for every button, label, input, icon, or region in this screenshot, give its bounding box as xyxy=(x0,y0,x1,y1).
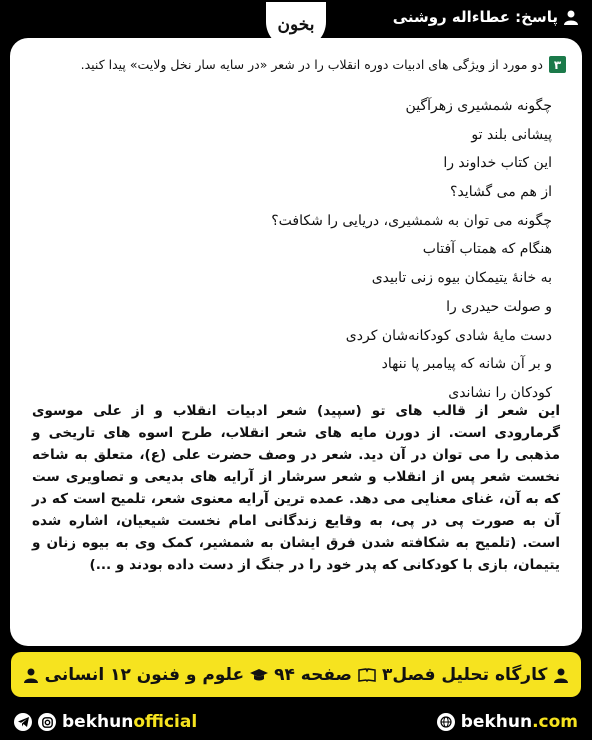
question xyxy=(26,56,566,73)
author-label xyxy=(393,8,578,26)
lesson-banner xyxy=(11,652,581,697)
poem-line: این کتاب خداوند را xyxy=(443,155,552,172)
student-icon xyxy=(23,667,39,683)
student-icon xyxy=(553,667,569,683)
handle-suffix: official xyxy=(133,712,198,732)
poem-line: کودکان را نشاندی xyxy=(448,384,552,401)
question-text: دو مورد از ویژگی های ادبیات دوره انقلاب را در شعر «در سایه سار نخل ولایت» پیدا کنید. xyxy=(80,57,543,72)
graduation-cap-icon xyxy=(250,668,268,682)
site-suffix: .com xyxy=(532,712,578,732)
poem-line: چگونه می توان به شمشیری، دریایی را شکافت؟ xyxy=(271,212,552,229)
poem-line: و بر آن شانه که پیامبر پا ننهاد xyxy=(381,356,552,373)
poem-line: از هم می گشاید؟ xyxy=(450,184,552,201)
poem xyxy=(52,92,552,408)
social-handle[interactable] xyxy=(14,712,197,732)
poem-line: چگونه شمشیری زهرآگین xyxy=(405,98,552,114)
globe-icon xyxy=(437,713,455,731)
website-link[interactable] xyxy=(437,712,578,732)
poem-line: پیشانی بلند تو xyxy=(471,126,552,143)
user-icon xyxy=(564,10,578,25)
poem-line: به خانهٔ یتیمکان بیوه زنی تابیدی xyxy=(371,270,552,287)
banner-part1: کارگاه تحلیل فصل۳ xyxy=(382,664,548,685)
banner-part2: صفحه ۹۴ xyxy=(274,664,352,685)
telegram-icon[interactable] xyxy=(14,713,32,731)
author-text: پاسخ: عطاءاله روشنی xyxy=(392,8,558,26)
footer xyxy=(0,704,592,740)
logo-text: بخون xyxy=(277,15,315,35)
poem-line: هنگام که همتاب آفتاب xyxy=(422,241,552,258)
answer-text: این شعر از قالب های تو (سپید) شعر ادبیات انقلاب و از علی موسوی گرمارودی است. از دورن مایه های شعر انقلاب، طرح اسوه های تاریخی و مذهبی را می توان در آن دید. شعر در وصف حضرت علی (ع)، متعلق به شاخه نخست شعر پس از انقلاب و شعر سرشار از آرایه های بدیعی و تصاویری ست که به آن، غنای معنایی می دهد. عمده ترین آرایه معنوی شعر، تلمیح است که در آن به صورت پی در پی، به وقایع زندگانی امام نخست شیعیان، اشاره شده است. (تلمیح به شکافته شدن فرق ایشان به شمشیر، کمک وی به بیوه زنان و یتیمان، بازی با کودکانی که پدر خود را در جنگ از دست داده بودند و ...) xyxy=(32,403,560,573)
poem-line: دست مایهٔ شادی کودکانه‌شان کردی xyxy=(345,327,552,344)
site-prefix: bekhun xyxy=(460,712,533,732)
banner-part3: علوم و فنون ۱۲ انسانی xyxy=(44,664,245,685)
book-icon xyxy=(358,668,376,682)
bekhun-logo xyxy=(266,2,326,48)
poem-line: و صولت حیدری را xyxy=(446,298,552,315)
content-card xyxy=(10,38,582,646)
instagram-icon[interactable] xyxy=(38,713,56,731)
question-number: ۳ xyxy=(549,56,566,73)
handle-prefix: bekhun xyxy=(62,712,134,732)
